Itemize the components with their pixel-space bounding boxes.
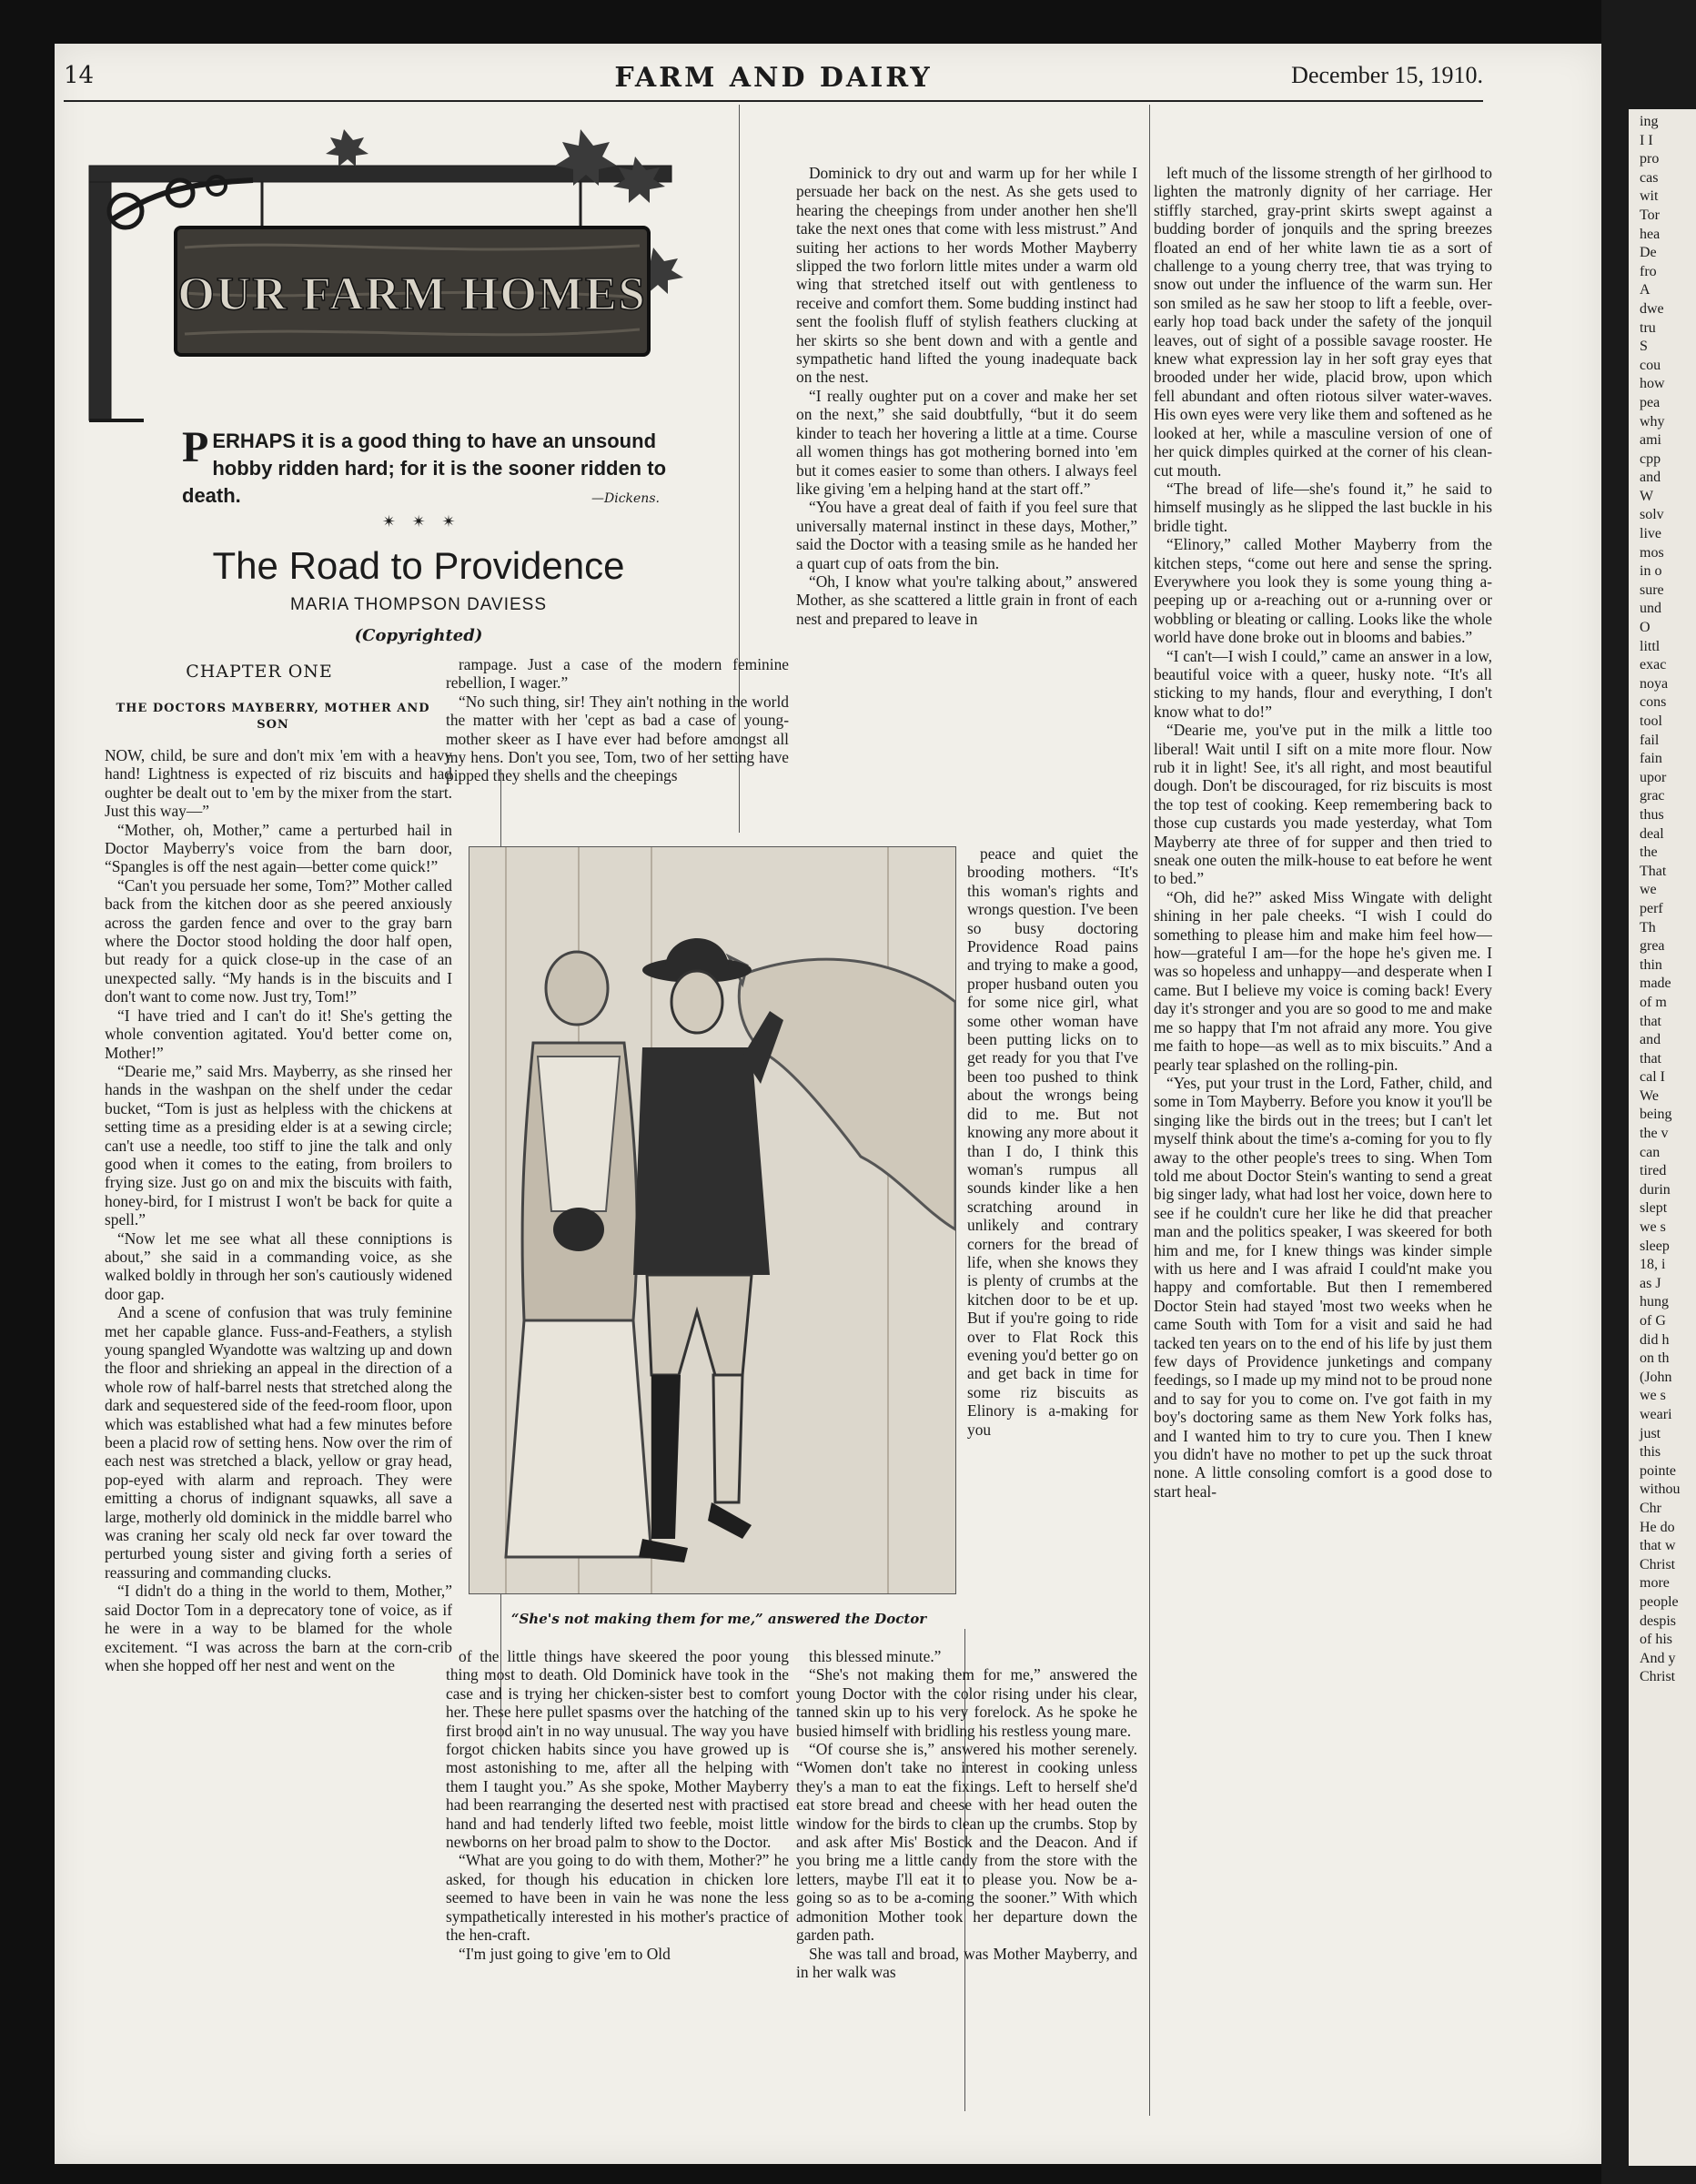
article-column-4 (1154, 164, 1492, 2116)
edge-fragment: of m (1640, 994, 1667, 1010)
edge-fragment: did h (1640, 1331, 1670, 1348)
edge-fragment: we s (1640, 1219, 1666, 1236)
paragraph: of the little things have skeered the poor young thing most to death. Old Dominick have took in the case and is trying her chicken-sister best to comfort her. These here pullet spasms over the hatching of the first brood ain't in no way unusual. The way you have forgot chicken habits since you have growed up is most astonishing to me, after all the helping with them I taught you.” As she spoke, Mother Mayberry had been rearranging the deserted nest with practised hand and had tenderly lifted two feeble, moist little newborns on her broad palm to show to the Doctor. (446, 1647, 789, 1852)
paragraph: “I didn't do a thing in the world to them, Mother,” said Doctor Tom in a deprecatory tone of voice, as if he were in a way to be blamed for the whole excitement. “I was across the barn at the corn-crib when she hopped off her nest and went on the (105, 1582, 452, 1674)
edge-fragment: durin (1640, 1181, 1671, 1198)
article-column-2-top (446, 655, 789, 842)
edge-fragment: O (1640, 620, 1651, 636)
ornament-stars: ✴ ✴ ✴ (382, 512, 461, 531)
edge-fragment: as J (1640, 1275, 1661, 1291)
edge-fragment: Christ (1640, 1669, 1676, 1685)
column-divider (1149, 105, 1150, 2116)
edge-fragment: pro (1640, 151, 1660, 167)
edge-fragment: this (1640, 1444, 1661, 1461)
paragraph: this blessed minute.” (809, 1647, 942, 1665)
edge-fragment: exac (1640, 657, 1667, 673)
edge-fragment: Th (1640, 919, 1656, 935)
chain-icon (262, 182, 580, 229)
edge-fragment: und (1640, 601, 1661, 617)
paragraph: “Mother, oh, Mother,” came a perturbed hail in Doctor Mayberry's voice from the barn door, “Spangles is off the nest again—better come quick!” (105, 820, 452, 876)
edge-fragment: pea (1640, 394, 1661, 410)
article-column-3-bottom (796, 1647, 1137, 2111)
paragraph: “Oh, I know what you're talking about,” answered Mother, as she scattered a little grain in front of each nest and prepared to leave in (796, 571, 1137, 628)
edge-fragment: the (1640, 844, 1658, 861)
edge-fragment: sure (1640, 581, 1664, 598)
edge-fragment: slept (1640, 1200, 1668, 1217)
edge-fragment: fail (1640, 732, 1660, 748)
chapter-subtitle: THE DOCTORS MAYBERRY, MOTHER AND SON (116, 702, 430, 732)
paragraph: “She's not making them for me,” answered the young Doctor with the color rising under his clear, tanned skin up to his very forelock. As he spoke he busied himself with bridling his restless young mare. (796, 1665, 1137, 1740)
edge-fragment: ing (1640, 114, 1659, 129)
article-column-3-narrow (967, 844, 1138, 1645)
edge-fragment: and (1640, 1032, 1661, 1048)
sign-lettering: OUR FARM HOMES (177, 268, 647, 320)
edge-fragment: tool (1640, 713, 1662, 729)
edge-fragment: cpp (1640, 450, 1661, 467)
edge-fragment: we s (1640, 1388, 1666, 1404)
edge-fragment: cou (1640, 357, 1661, 373)
edge-fragment: fro (1640, 263, 1657, 279)
edge-fragment: grac (1640, 788, 1665, 804)
paragraph: “I really oughter put on a cover and make her set on the next,” she said doubtfully, “but it do seem kinder to teach her hovering a little at a time. Course all women things has got mothering borned into 'em but it comes easier to some than others. I always feel like giving 'em a helping hand at the start off.” (796, 386, 1137, 498)
paragraph: “Of course she is,” answered his mother serenely. “Women don't take no interest in cooking unless they's a man to eat the fixings. Left to herself she'd eat store bread and cheese with her head outen the window for the birds to clean up the crumbs. Stop by and ask after Mis' Bostick and the Deacon. And if you bring me a little candy from the store with the letters, maybe I'll eat it to please you. Now be a-going so as to be a-coming the sooner.” With which admonition Mother took her departure down the garden path. (796, 1740, 1137, 1945)
edge-fragment: That (1640, 863, 1667, 879)
paragraph: “I can't—I wish I could,” came an answer in a low, beautiful voice with a queer, husky note. “It's all sticking to my hands, flour and everything, I don't know what to do!” (1154, 646, 1492, 721)
paragraph: “Dearie me, you've put in the milk a little too liberal! Wait until I sift on a mite more flour. Now rub it in light! See, it's all right, and most beautiful dough. Don't be discouraged, for riz biscuits is most the top test of cooking. Keep remembering back to those cup custards you made yesterday, what Tom Mayberry ate three of for supper and then tried to sneak one outen the milk-house to eat before he went to bed.” (1154, 721, 1492, 888)
edge-fragment: thus (1640, 806, 1664, 823)
paragraph: peace and quiet the brooding mothers. “It's this woman's rights and wrongs question. I've been so busy doctoring Providence Road pains and trying to make a good, proper husband outen you for some nice girl, what some other woman have been putting licks on to get ready for you that I've been too pushed to think about the wrongs being did to me. But not knowing any more about it than I do, I think this woman's rumpus all sounds kinder like a hen scratching around in unlikely and contrary corners for the bread of life, when she knows they is plenty of crumbs at the kitchen door to be et up. But if you're going to ride over to Flat Rock this evening you'd better go on and get back in time for some riz biscuits as Elinory is a-making for you (967, 844, 1138, 1439)
edge-fragment: made (1640, 976, 1671, 992)
paragraph: “I have tried and I can't do it! She's getting the whole convention agitated. You'd better come on, Mother!” (105, 1006, 452, 1062)
edge-fragment: live (1640, 526, 1661, 542)
edge-fragment: He do (1640, 1519, 1675, 1535)
illustration-caption: “She's not making them for me,” answered the Doctor (510, 1611, 927, 1627)
paragraph: “Elinory,” called Mother Mayberry from the kitchen steps, “come out here and sense the spring. Everywhere you look they is some young thing a-peeping up or a-reaching out or a-running over or wobbling or bleating or calling. Looks like the whole world have done broke out in blooms and babies.” (1154, 535, 1492, 647)
edge-fragment: how (1640, 376, 1665, 392)
paragraph: left much of the lissome strength of her girlhood to lighten the matronly dignity of her carriage. Her stiffly starched, gray-print skirts swept against a budding border of jonquils and the spring breezes floated an end of her white lawn tie as a sort of challenge to a young cherry tree, that was trying to snow out under the influence of the warm sun. Her son smiled as he saw her stoop to lift a feeble, over-early hop toad back under the safety of the jonquil leaves, out of sight of a possible savage rooster. He knew what expression lay in her soft gray eyes that brooded under her wide, placid brow, upon which fell abundant and often riotous silver water-waves. His own eyes were very like them and softened as he looked at her, while a masculine version of one of her quick dimples quirked at the corner of his clean-cut mouth. (1154, 164, 1492, 480)
epigraph-attribution: —Dickens. (591, 491, 660, 506)
edge-fragment: why (1640, 413, 1665, 430)
edge-fragment: And y (1640, 1650, 1676, 1666)
story-illustration (469, 846, 956, 1594)
paragraph: She was tall and broad, was Mother Mayberry, and in her walk was (796, 1944, 1137, 1981)
paragraph: “I'm just going to give 'em to Old (459, 1944, 671, 1963)
our-farm-homes-banner (71, 111, 708, 430)
masthead: FARM AND DAIRY (614, 62, 933, 94)
paragraph: “Can't you persuade her some, Tom?” Mother called back from the kitchen door as she peered anxiously across the garden fence and over to the gray barn where the Doctor stood holding the door half open, but ready for a quick close-up in the case of an unexpected sally. “My hands is in the biscuits and I don't want to come now. Just try, Tom!” (105, 875, 452, 1006)
edge-fragment: deal (1640, 825, 1664, 842)
article-column-3-top (796, 164, 1137, 842)
edge-fragment: tired (1640, 1163, 1667, 1179)
paragraph: “What are you going to do with them, Mother?” he asked, for though his education in chicken lore seemed to have been in vain he was none the less sympathetically interested in his mother's practice of the hen-craft. (446, 1851, 789, 1945)
page-number: 14 (64, 62, 95, 89)
edge-fragment: just (1640, 1425, 1661, 1441)
header-rule (64, 100, 1483, 102)
copyright-note: (Copyrighted) (354, 626, 483, 645)
edge-fragment: on th (1640, 1350, 1670, 1367)
edge-fragment: people (1640, 1593, 1679, 1610)
edge-fragment: grea (1640, 938, 1665, 955)
edge-fragment: and (1640, 470, 1661, 486)
edge-fragment: cas (1640, 169, 1659, 186)
edge-fragment: that w (1640, 1538, 1676, 1554)
edge-fragment: mos (1640, 544, 1664, 561)
edge-fragment: W (1640, 488, 1654, 504)
edge-fragment: 18, i (1640, 1257, 1666, 1273)
edge-fragment: cons (1640, 694, 1667, 711)
paragraph: NOW, child, be sure and don't mix 'em with a heavy hand! Lightness is expected of riz biscuits and had oughter be dealt out to 'em by the mixer from the start. Just this way—” (105, 746, 452, 821)
edge-fragment: noya (1640, 675, 1669, 692)
edge-fragment: can (1640, 1144, 1661, 1160)
edge-fragment: of G (1640, 1313, 1666, 1329)
edge-fragment: cal I (1640, 1069, 1665, 1086)
edge-fragment: of his (1640, 1632, 1672, 1648)
paragraph: “Yes, put your trust in the Lord, Father, child, and some in Tom Mayberry. Before you know it you'll be singing like the birds out in the trees; but I can't let myself think about the time's a-coming for you to fly away to the other people's trees to sing. When Tom told me about Doctor Stein's wanting to send a great big singer lady, what had lost her voice, down here to see if he couldn't cure her like he did that preacher man and the politics speaker, I was skeered for both him and me, for I knew things was kinder simple with us here and I was afraid I could'nt make you happy and comfortable. But then I remembered Doctor Stein had stayed 'most two weeks when he came South with Tom for a visit and said he had tacked ten years on to the end of his life by just them few days of Providence junketings and company feedings, so I made up my mind not to be proud none and to say for you to come on. I've got faith in my boy's doctoring same as them New York folks has, and I wanted him to try to cure you. Then I knew you didn't have no mother to pet up the suck throat none. A little consoling comfort is a good dose to start heal- (1154, 1073, 1492, 1501)
next-page-fragments (1629, 109, 1694, 2115)
edge-fragment: solv (1640, 507, 1664, 523)
edge-fragment: I I (1640, 132, 1653, 148)
edge-fragment: sleep (1640, 1238, 1670, 1254)
paragraph: “The bread of life—she's found it,” he said to himself musingly as he slipped the last buckle in his bridle tight. (1154, 479, 1492, 535)
edge-fragment: the v (1640, 1126, 1669, 1142)
edge-fragment: S (1640, 339, 1648, 355)
edge-fragment: we (1640, 882, 1657, 898)
paragraph: And a scene of confusion that was truly feminine met her capable glance. Fuss-and-Feathers, a stylish young spangled Wyandotte was waltzing up and down the floor and shrieking an appeal in the direction of a whole row of half-barrel nests that stretched along the dark and sequestered side of the feed-room floor, upon which was established what had a few minutes before been a placid row of setting hens. Now over the rim of each nest was stretched a black, yellow or gray head, pop-eyed with alarm and reproach. They were emitting a chorus of indignant squawks, all save a large, motherly old dominick in the middle barrel who was craning her scaly old neck far over toward the perturbed young sister and giving forth a series of reassuring and commanding clucks. (105, 1303, 452, 1582)
paragraph: “No such thing, sir! They ain't nothing in the world the matter with her 'cept as bad a case of young-mother skeer as I have ever had before amongst all my hens. Don't you see, Tom, two of her setting have pipped they shells and the cheepings (446, 692, 789, 785)
paragraph: Dominick to dry out and warm up for her while I persuade her back on the nest. As she gets used to hearing the cheepings from under another hen she'll take the next ones that come with less mistrust.” And suiting her actions to her words Mother Mayberry slipped the two forlorn little mites under a warm old wing that stretched itself out with gentleness to receive and comfort them. Some budding instinct had sent the foolish fluff of stylish feathers clucking at her skirts so she bent down and with a gentle and sympathetic hand lifted the young inadequate back on the nest. (796, 164, 1137, 387)
edge-fragment: withou (1640, 1481, 1681, 1498)
edge-fragment: hea (1640, 226, 1661, 242)
paragraph: “Now let me see what all these conniptions is about,” she said in a commanding voice, as she walked boldly in through her son's cautiously widened door gap. (105, 1228, 452, 1303)
edge-fragment: A (1640, 282, 1651, 298)
edge-fragment: in o (1640, 563, 1662, 580)
issue-date: December 15, 1910. (1291, 62, 1483, 88)
edge-fragment: We (1640, 1087, 1659, 1104)
edge-fragment: wit (1640, 188, 1659, 205)
edge-fragment: more (1640, 1575, 1670, 1592)
chapter-heading: CHAPTER ONE (186, 662, 333, 682)
edge-fragment: De (1640, 245, 1657, 261)
edge-fragment: littl (1640, 638, 1661, 654)
edge-fragment: pointe (1640, 1462, 1676, 1479)
edge-fragment: weari (1640, 1406, 1672, 1422)
drop-cap: P (182, 423, 209, 471)
story-author: MARIA THOMPSON DAVIESS (289, 595, 548, 614)
edge-fragment: (John (1640, 1369, 1672, 1385)
edge-fragment: Tor (1640, 207, 1660, 223)
edge-fragment: dwe (1640, 300, 1664, 317)
paragraph: “Oh, did he?” asked Miss Wingate with delight shining in her pale cheeks. “I wish I could do something to please him and make him feel how—how—grateful I am—for the hope he's given me. I was so hopeless and unhappy—and desperate when I came. But I believe my voice is coming back! Every day it's stronger and you are so good to me and make me so happy that I'm not afraid any more. You give me faith to hope—as well as to mix biscuits.” And a pearly tear splashed on the rolling-pin. (1154, 887, 1492, 1074)
paragraph: “You have a great deal of faith if you feel sure that universally maternal instinct in these days, Mother,” said the Doctor with a teasing smile as he handed her a quart cup of oats from the bin. (796, 498, 1137, 572)
paragraph: “Dearie me,” said Mrs. Mayberry, as she rinsed her hands in the washpan on the shelf under the cedar bucket, “Tom is just as helpless with the chickens at setting time as a presiding elder is at a sewing circle; can't use a needle, too stiff to jine the talk and only good when it comes to the eating, from broilers to frying size. Just go on and mix the biscuits with faith, honey-bird, for I mistrust I won't be back for quite a spell.” (105, 1061, 452, 1229)
article-column-1 (105, 746, 452, 2111)
edge-fragment: that (1640, 1013, 1661, 1029)
article-column-2-bottom (446, 1647, 789, 2111)
paragraph: rampage. Just a case of the modern feminine rebellion, I wager.” (446, 655, 789, 693)
edge-fragment: despis (1640, 1613, 1676, 1629)
edge-fragment: perf (1640, 900, 1663, 916)
page-header (64, 62, 1483, 98)
edge-fragment: tru (1640, 319, 1656, 336)
edge-fragment: thin (1640, 956, 1662, 973)
edge-fragment: that (1640, 1050, 1661, 1067)
edge-fragment: being (1640, 1107, 1672, 1123)
edge-fragment: Christ (1640, 1556, 1676, 1572)
edge-fragment: upor (1640, 769, 1667, 785)
story-title: The Road to Providence (212, 544, 625, 587)
edge-fragment: hung (1640, 1294, 1669, 1310)
next-page-edge (1629, 109, 1696, 2166)
edge-fragment: fain (1640, 751, 1662, 767)
edge-fragment: ami (1640, 432, 1661, 449)
epigraph-text: ERHAPS it is a good thing to have an unsound hobby ridden hard; for it is the sooner ridden to death. (182, 430, 667, 507)
edge-fragment: Chr (1640, 1500, 1661, 1516)
